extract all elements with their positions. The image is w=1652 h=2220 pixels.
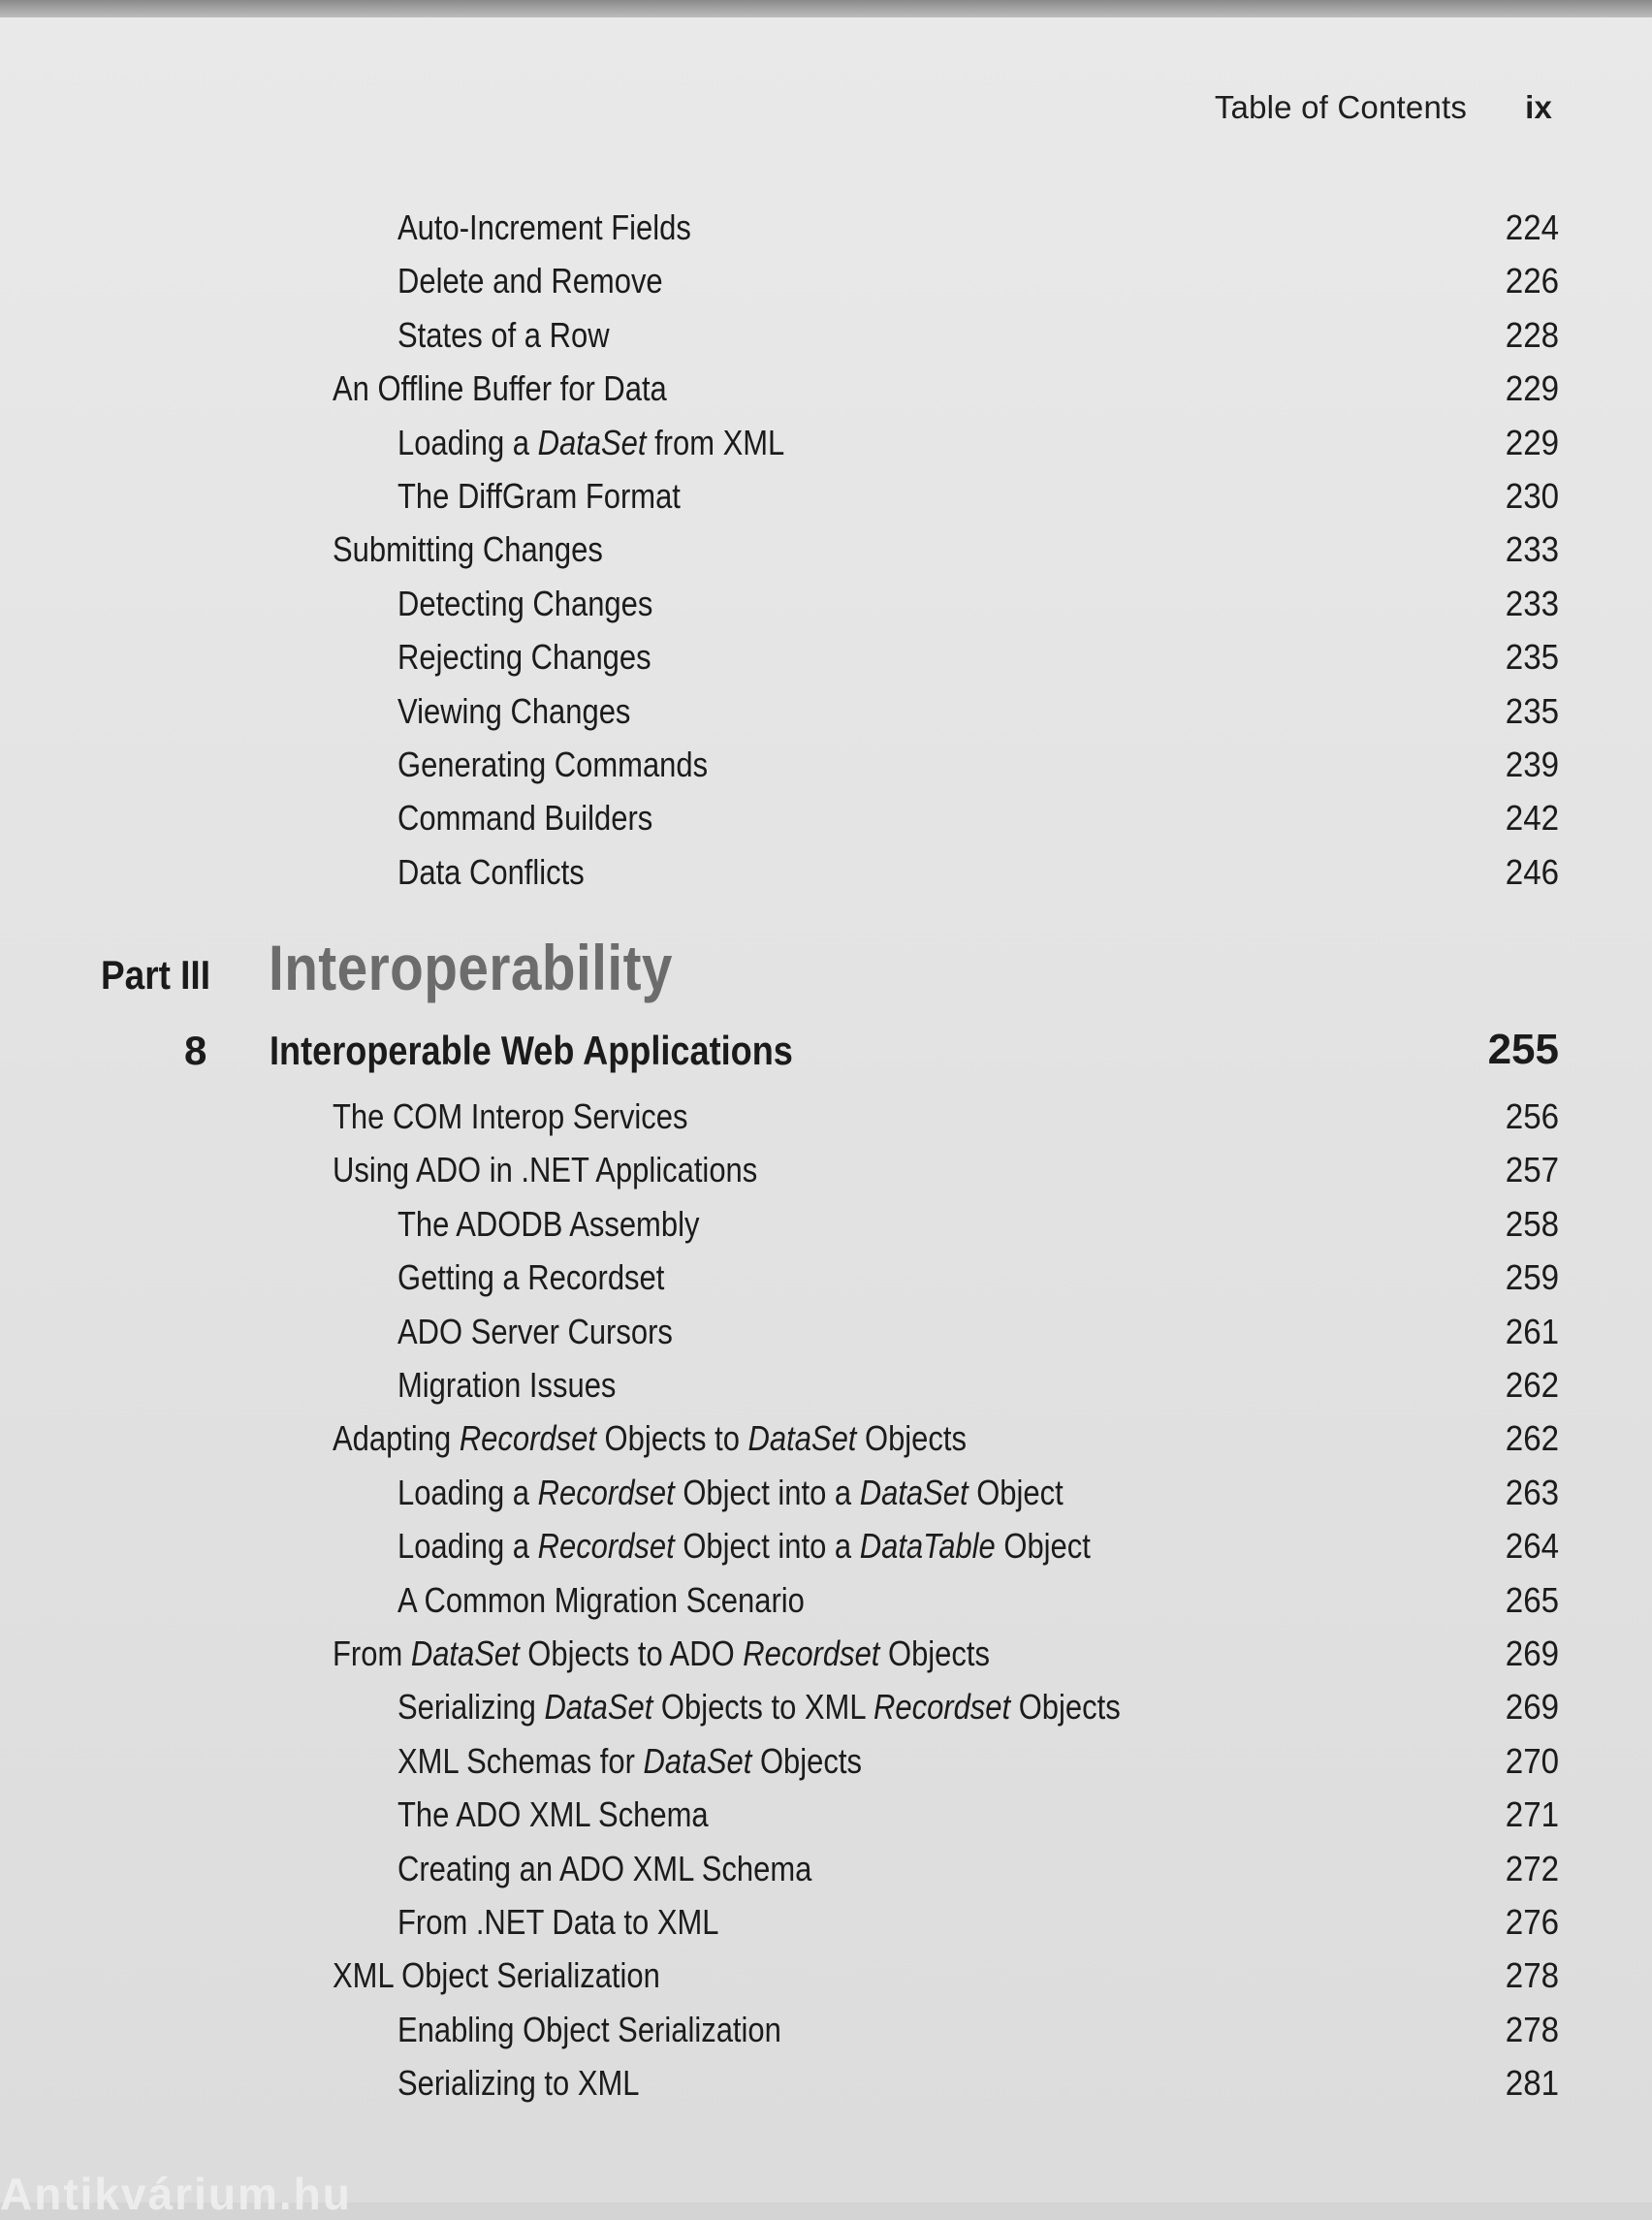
toc-entry-text: Data Conflicts (397, 851, 585, 892)
toc-entry-title (397, 420, 784, 466)
toc-entry-text: Objects to ADO (519, 1633, 744, 1673)
toc-entry-text: Object (968, 1472, 1064, 1512)
toc-entry-page-number: 257 (1505, 1150, 1559, 1190)
toc-entry-text: Serializing (397, 1687, 545, 1728)
toc-entry-page-number: 281 (1505, 2063, 1559, 2104)
toc-entry-title (397, 2007, 781, 2053)
toc-entry-title (397, 205, 691, 251)
toc-entry-italic-term: Recordset (537, 1526, 675, 1567)
toc-entry-text: Auto-Increment Fields (397, 207, 691, 247)
page-edge-shadow (0, 0, 1652, 17)
toc-entry-page-number: 264 (1505, 1526, 1559, 1567)
toc-entry-italic-term: Recordset (537, 1472, 675, 1512)
toc-entry-text: Rejecting Changes (397, 637, 651, 678)
part-label: Part III (101, 952, 210, 998)
toc-entry-text: Enabling Object Serialization (397, 2009, 781, 2049)
toc-entry-italic-term: DataSet (544, 1687, 653, 1728)
chapter-page-number: 255 (1487, 1026, 1559, 1073)
toc-entry-page-number: 233 (1505, 529, 1559, 570)
toc-entry-text: From (333, 1633, 411, 1673)
toc-entry-text: Migration Issues (397, 1365, 617, 1405)
toc-entry-page-number: 259 (1505, 1257, 1559, 1298)
toc-entry-page-number: 242 (1505, 798, 1559, 839)
toc-entry-title (397, 1577, 805, 1624)
toc-entry-title (333, 1631, 990, 1677)
toc-entry-text: A Common Migration Scenario (397, 1579, 805, 1620)
toc-entry-italic-term: Recordset (743, 1633, 880, 1673)
toc-entry-text: Generating Commands (397, 745, 709, 784)
toc-entry-title (397, 742, 708, 788)
book-page (0, 17, 1652, 2203)
toc-entry-italic-term: DataSet (859, 1472, 969, 1512)
toc-entry-page-number: 229 (1505, 422, 1559, 462)
toc-entry-title (333, 1415, 967, 1462)
toc-entry-text: Using ADO in .NET Applications (333, 1150, 758, 1190)
toc-entry-page-number: 269 (1505, 1633, 1559, 1673)
toc-entry-page-number: 278 (1505, 2009, 1559, 2049)
toc-entry-title (397, 1254, 664, 1301)
toc-entry-text: States of a Row (397, 314, 610, 355)
toc-entry-title (397, 795, 652, 841)
toc-entry-text: Loading a (397, 422, 538, 462)
part-title: Interoperability (269, 932, 673, 1003)
toc-entry-italic-term: DataSet (537, 422, 647, 462)
toc-entry-page-number: 224 (1505, 207, 1559, 247)
toc-entry-text: Adapting (333, 1418, 460, 1459)
toc-entry-page-number: 228 (1505, 314, 1559, 355)
toc-entry-title (333, 1147, 757, 1193)
toc-entry-text: Object into a (674, 1526, 860, 1567)
toc-entry-page-number: 235 (1505, 637, 1559, 678)
toc-entry-text: Delete and Remove (397, 261, 663, 301)
toc-entry-text: from XML (646, 422, 785, 462)
toc-entry-page-number: 276 (1505, 1902, 1559, 1942)
toc-entry-italic-term: DataSet (747, 1418, 857, 1459)
toc-entry-text: An Offline Buffer for Data (333, 368, 667, 409)
toc-entry-text: Serializing to XML (397, 2063, 640, 2104)
toc-entry-text: The ADODB Assembly (397, 1203, 700, 1244)
toc-entry-page-number: 263 (1505, 1472, 1559, 1512)
toc-entry-title (397, 581, 652, 627)
toc-entry-text: Getting a Recordset (397, 1257, 665, 1298)
toc-entry-page-number: 272 (1505, 1848, 1559, 1888)
toc-entry-text: The ADO XML Schema (397, 1794, 709, 1835)
toc-entry-italic-term: DataSet (643, 1740, 752, 1781)
toc-entry-title (397, 1792, 709, 1838)
toc-entry-text: Objects (1010, 1687, 1121, 1728)
running-head-title: Table of Contents (1214, 89, 1468, 125)
watermark: Antikvárium.hu (0, 2169, 352, 2219)
toc-entry-page-number: 239 (1505, 745, 1559, 784)
toc-entry-text: XML Schemas for (397, 1740, 644, 1781)
toc-entry-italic-term: Recordset (459, 1418, 596, 1459)
toc-entry-title (397, 634, 651, 681)
toc-entry-title (397, 1899, 718, 1946)
toc-entry-title (397, 312, 610, 359)
toc-entry-title (333, 1094, 687, 1140)
toc-entry-text: Objects to (595, 1418, 748, 1459)
toc-entry-text: ADO Server Cursors (397, 1311, 673, 1351)
toc-entry-text: Viewing Changes (397, 690, 631, 731)
toc-entry-title (333, 526, 603, 573)
toc-entry-page-number: 229 (1505, 368, 1559, 409)
toc-entry-text: Submitting Changes (333, 529, 603, 570)
running-head (1215, 89, 1552, 126)
toc-entry-text: Objects (751, 1740, 862, 1781)
toc-entry-text: Objects to XML (652, 1687, 874, 1728)
toc-entry-text: Loading a (397, 1526, 538, 1567)
toc-entry-title (397, 1523, 1091, 1570)
toc-entry-text: Object (995, 1526, 1091, 1567)
toc-entry-text: Detecting Changes (397, 583, 653, 623)
toc-entry-title (397, 1309, 673, 1355)
toc-entry-text: Object into a (674, 1472, 860, 1512)
toc-entry-page-number: 265 (1505, 1579, 1559, 1620)
toc-entry-text: Objects (879, 1633, 990, 1673)
toc-entry-title (397, 2060, 640, 2107)
toc-entry-text: From .NET Data to XML (397, 1902, 719, 1942)
toc-entry-text: Creating an ADO XML Schema (397, 1848, 812, 1888)
toc-entry-title (397, 1738, 862, 1785)
toc-entry-page-number: 271 (1505, 1794, 1559, 1835)
toc-entry-text: Command Builders (397, 798, 653, 839)
toc-entry-page-number: 233 (1505, 583, 1559, 623)
toc-entry-title (397, 1684, 1121, 1730)
toc-entry-page-number: 246 (1505, 851, 1559, 892)
toc-entry-page-number: 235 (1505, 690, 1559, 731)
toc-entry-title (397, 688, 630, 735)
toc-entry-italic-term: DataSet (410, 1633, 520, 1673)
toc-entry-title (397, 258, 663, 304)
toc-entry-title (333, 1952, 660, 1999)
page-folio: ix (1525, 89, 1552, 125)
chapter-title: Interoperable Web Applications (270, 1028, 793, 1073)
toc-entry-title (397, 849, 585, 896)
toc-entry-text: Objects (856, 1418, 967, 1459)
toc-entry-page-number: 262 (1505, 1418, 1559, 1459)
toc-entry-title (397, 1846, 811, 1892)
toc-entry-page-number: 269 (1505, 1687, 1559, 1728)
toc-entry-text: XML Object Serialization (333, 1955, 660, 1996)
toc-entry-title (397, 1201, 699, 1248)
toc-entry-title (397, 473, 681, 520)
toc-entry-text: The DiffGram Format (397, 476, 681, 516)
toc-entry-page-number: 262 (1505, 1365, 1559, 1405)
toc-entry-title (333, 365, 667, 412)
toc-entry-page-number: 230 (1505, 476, 1559, 516)
toc-entry-title (397, 1362, 616, 1409)
toc-entry-text: Loading a (397, 1472, 538, 1512)
toc-entry-page-number: 261 (1505, 1311, 1559, 1351)
chapter-number: 8 (184, 1028, 207, 1073)
toc-entry-italic-term: Recordset (874, 1687, 1011, 1728)
toc-entry-page-number: 226 (1505, 261, 1559, 301)
toc-entry-page-number: 270 (1505, 1740, 1559, 1781)
toc-entry-text: The COM Interop Services (333, 1096, 688, 1136)
toc-entry-page-number: 256 (1505, 1096, 1559, 1136)
toc-entry-italic-term: DataTable (859, 1526, 996, 1567)
toc-entry-page-number: 278 (1505, 1955, 1559, 1996)
toc-entry-page-number: 258 (1505, 1203, 1559, 1244)
toc-entry-title (397, 1470, 1064, 1516)
